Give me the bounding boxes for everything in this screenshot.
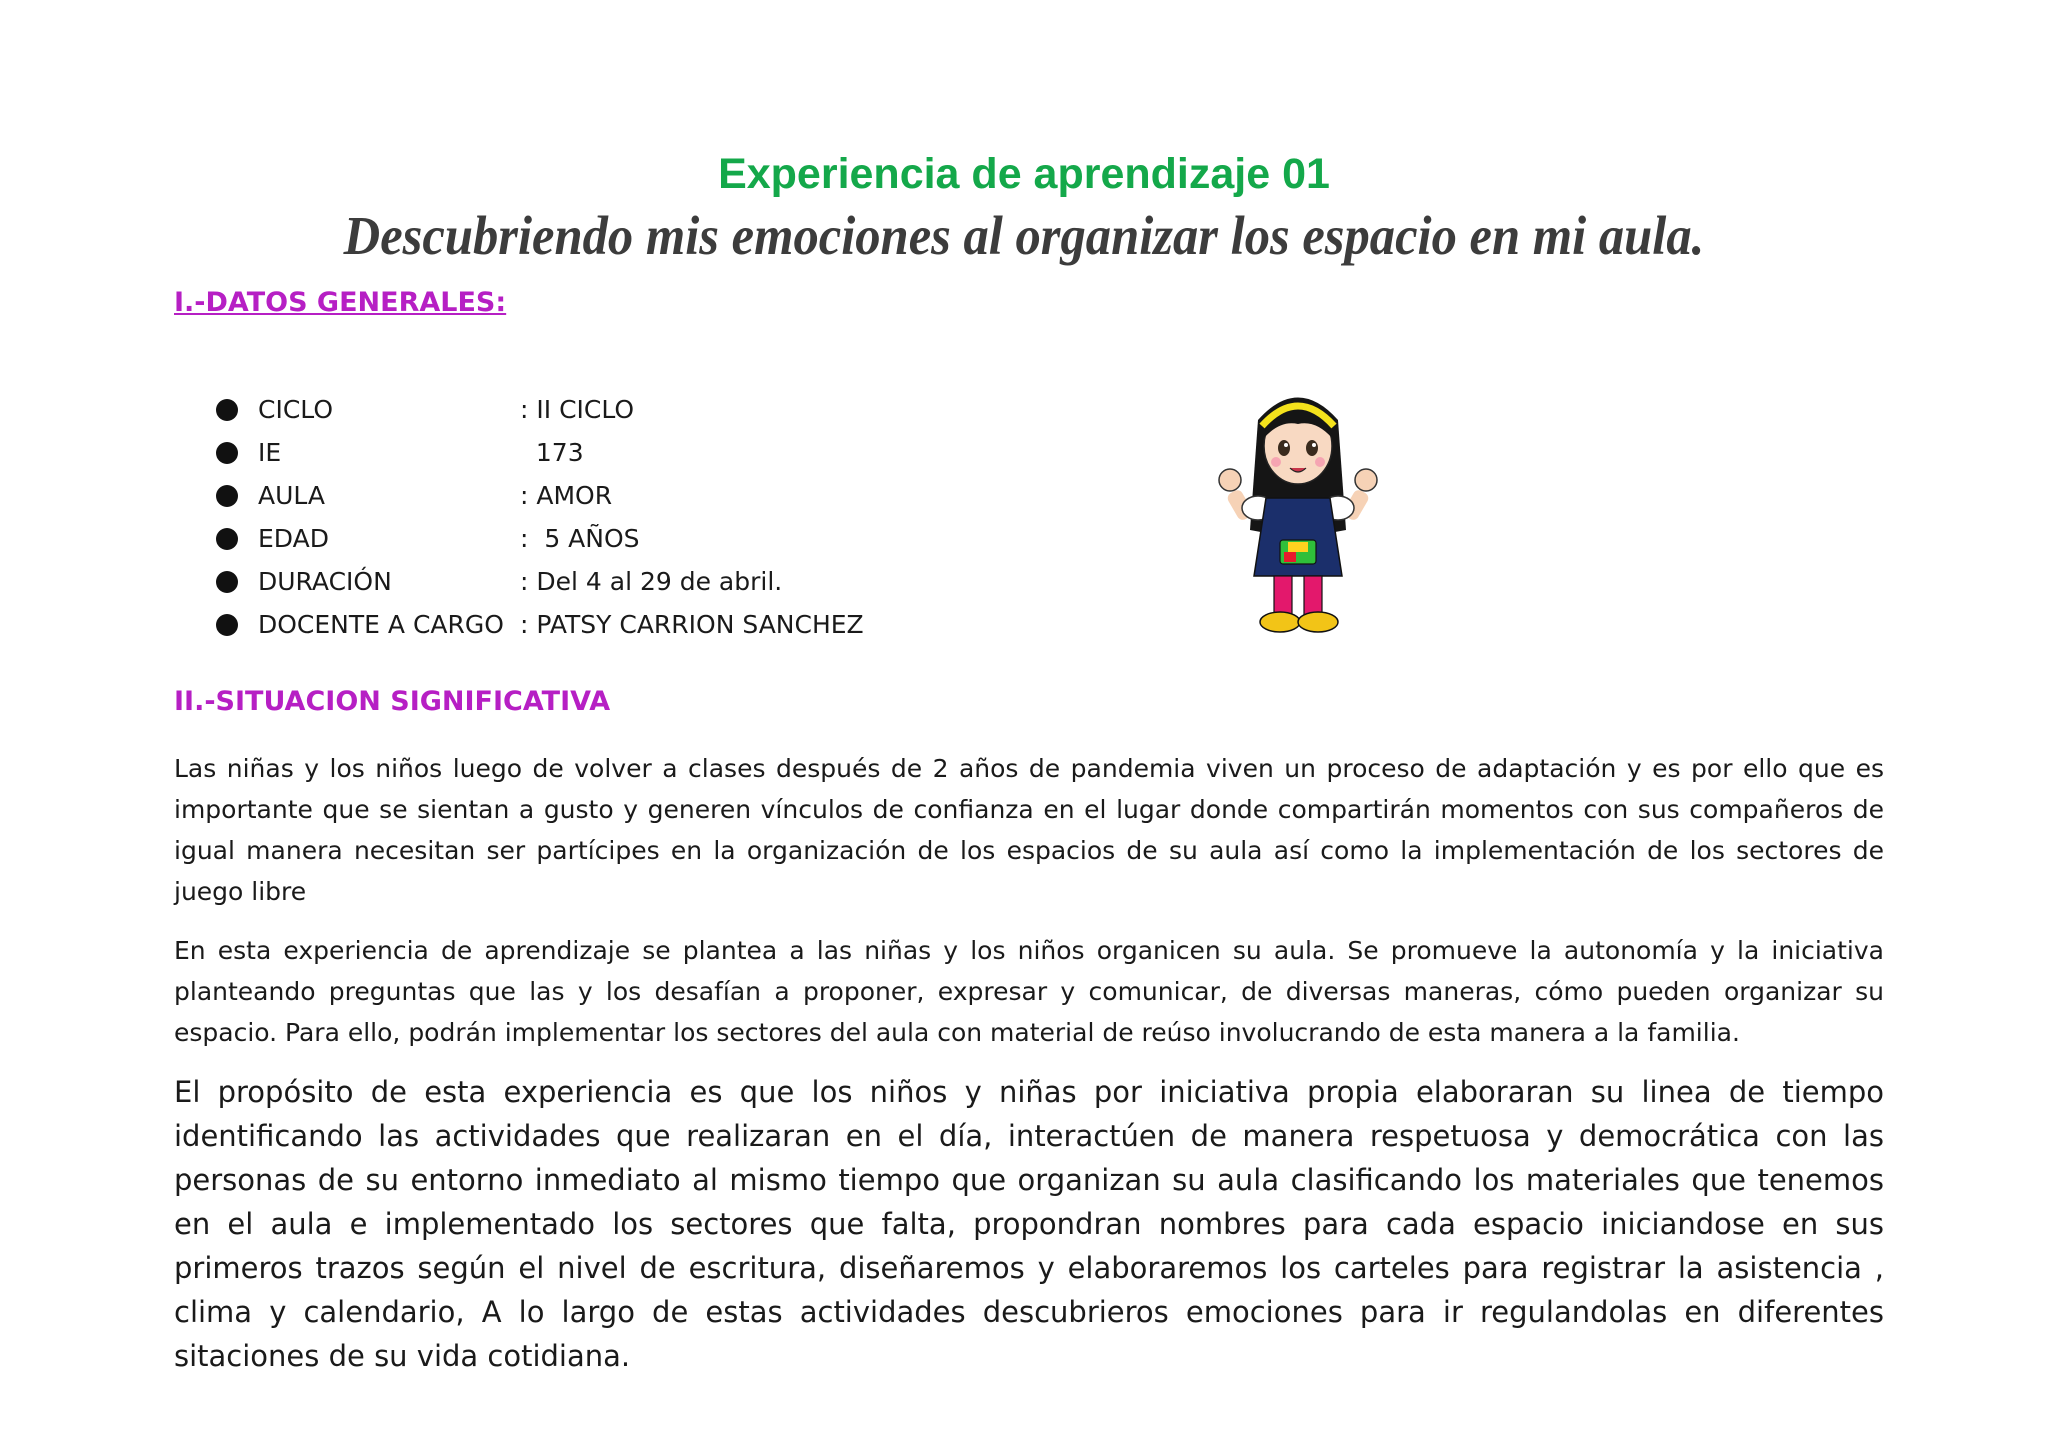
paragraph-1: Las niñas y los niños luego de volver a clases después de 2 años de pandemia viven un proceso de adaptación y es por ello que es importante que se sientan a gusto y generen vínculos de confianza en el lugar donde compartirán momentos con sus compañeros de igual manera necesitan ser partícipes en la organización de los espacios de su aula así como la implementación de los sectores de juego libre	[174, 754, 1884, 906]
data-value: 173	[520, 438, 584, 467]
page-subtitle: Descubriendo mis emociones al organizar los espacio en mi aula.	[343, 205, 1705, 266]
data-label: CICLO	[258, 395, 333, 424]
data-value: : II CICLO	[520, 395, 635, 424]
data-value: : PATSY CARRION SANCHEZ	[520, 610, 864, 639]
general-data-list	[216, 388, 864, 646]
paragraph-2: En esta experiencia de aprendizaje se plantea a las niñas y los niños organicen su aula. Se promueve la autonomía y la iniciativa planteando preguntas que las y los desafían a proponer, expresar y comunicar, de diversas maneras, cómo pueden organizar su espacio. Para ello, podrán implementar los sectores del aula con material de reúso involucrando de esta manera a la familia.	[174, 936, 1884, 1047]
bullet-icon	[216, 399, 238, 421]
bullet-icon	[216, 571, 238, 593]
data-value: : Del 4 al 29 de abril.	[520, 567, 783, 596]
bullet-icon	[216, 528, 238, 550]
data-label: DURACIÓN	[258, 567, 392, 596]
list-item	[216, 603, 864, 646]
section-heading-datos-generales: I.-DATOS GENERALES:	[174, 287, 507, 318]
list-item	[216, 388, 864, 431]
bullet-icon	[216, 485, 238, 507]
bullet-icon	[216, 442, 238, 464]
page-title: Experiencia de aprendizaje 01	[718, 150, 1330, 198]
list-item	[216, 560, 864, 603]
list-item	[216, 517, 864, 560]
bullet-icon	[216, 614, 238, 636]
data-label: IE	[258, 438, 282, 467]
data-value: : AMOR	[520, 481, 613, 510]
list-item	[216, 474, 864, 517]
data-label: EDAD	[258, 524, 329, 553]
data-label: DOCENTE A CARGO	[258, 610, 504, 639]
section-heading-situacion-significativa: II.-SITUACION SIGNIFICATIVA	[174, 686, 611, 717]
list-item	[216, 431, 864, 474]
data-value: : 5 AÑOS	[520, 524, 640, 553]
data-label: AULA	[258, 481, 326, 510]
paragraph-3: El propósito de esta experiencia es que los niños y niñas por iniciativa propia elaboraran su linea de tiempo identificando las actividades que realizaran en el día, interactúen de manera respetuosa y democrática con las personas de su entorno inmediato al mismo tiempo que organizan su aula clasificando los materiales que tenemos en el aula e implementado los sectores que falta, propondran nombres para cada espacio iniciandose en sus primeros trazos según el nivel de escritura, diseñaremos y elaboraremos los carteles para registrar la asistencia , clima y calendario, A lo largo de estas actividades descubrieros emociones para ir regulandolas en diferentes sitaciones de su vida cotidiana.	[174, 1075, 1884, 1373]
girl-illustration	[1218, 380, 1378, 636]
